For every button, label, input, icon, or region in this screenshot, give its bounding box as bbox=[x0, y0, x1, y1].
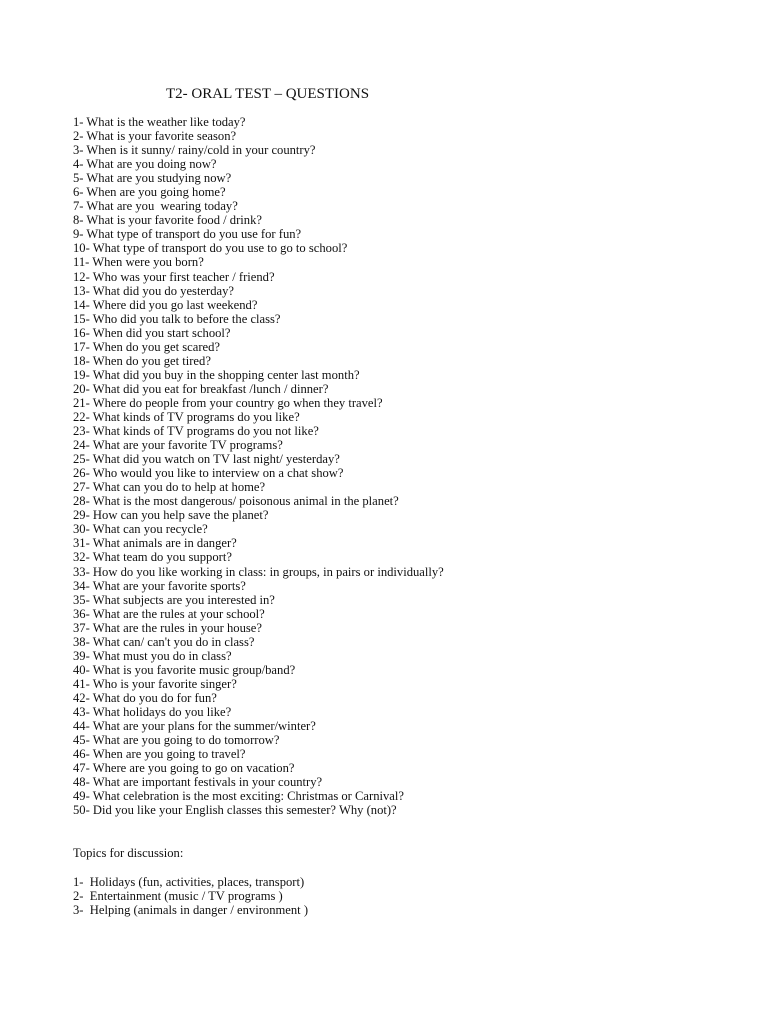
question-item: 25- What did you watch on TV last night/ yesterday? bbox=[73, 452, 340, 467]
question-item: 35- What subjects are you interested in? bbox=[73, 592, 275, 607]
question-item: 3- When is it sunny/ rainy/cold in your country? bbox=[73, 143, 316, 158]
question-item: 41- Who is your favorite singer? bbox=[73, 676, 237, 691]
question-item: 6- When are you going home? bbox=[73, 185, 226, 200]
question-item: 16- When did you start school? bbox=[73, 325, 231, 340]
question-item: 20- What did you eat for breakfast /lunch / dinner? bbox=[73, 381, 329, 396]
question-item: 28- What is the most dangerous/ poisonous animal in the planet? bbox=[73, 494, 399, 509]
question-item: 14- Where did you go last weekend? bbox=[73, 297, 258, 312]
question-item: 39- What must you do in class? bbox=[73, 648, 232, 663]
question-item: 13- What did you do yesterday? bbox=[73, 283, 234, 298]
question-item: 47- Where are you going to go on vacation? bbox=[73, 761, 295, 776]
question-item: 42- What do you do for fun? bbox=[73, 690, 217, 705]
question-item: 23- What kinds of TV programs do you not like? bbox=[73, 424, 319, 439]
question-item: 38- What can/ can't you do in class? bbox=[73, 634, 255, 649]
question-item: 46- When are you going to travel? bbox=[73, 747, 246, 762]
question-item: 18- When do you get tired? bbox=[73, 353, 211, 368]
question-item: 26- Who would you like to interview on a chat show? bbox=[73, 466, 344, 481]
question-list bbox=[73, 115, 444, 817]
question-item: 10- What type of transport do you use to go to school? bbox=[73, 241, 348, 256]
question-item: 5- What are you studying now? bbox=[73, 171, 232, 186]
question-item: 2- What is your favorite season? bbox=[73, 129, 237, 144]
question-item: 30- What can you recycle? bbox=[73, 522, 208, 537]
question-item: 8- What is your favorite food / drink? bbox=[73, 213, 262, 228]
question-item: 40- What is you favorite music group/band? bbox=[73, 662, 296, 677]
question-item: 9- What type of transport do you use for fun? bbox=[73, 227, 302, 242]
question-item: 44- What are your plans for the summer/winter? bbox=[73, 719, 316, 734]
document-title: T2- ORAL TEST – QUESTIONS bbox=[166, 86, 370, 102]
topic-item: 3- Helping (animals in danger / environment ) bbox=[73, 903, 309, 918]
question-item: 19- What did you buy in the shopping center last month? bbox=[73, 367, 360, 382]
question-item: 31- What animals are in danger? bbox=[73, 536, 237, 551]
question-item: 17- When do you get scared? bbox=[73, 339, 220, 354]
question-item: 29- How can you help save the planet? bbox=[73, 508, 269, 523]
question-item: 12- Who was your first teacher / friend? bbox=[73, 269, 275, 284]
question-item: 32- What team do you support? bbox=[73, 550, 232, 565]
question-item: 45- What are you going to do tomorrow? bbox=[73, 733, 280, 748]
topic-list bbox=[73, 875, 308, 917]
question-item: 11- When were you born? bbox=[73, 255, 204, 270]
question-item: 15- Who did you talk to before the class? bbox=[73, 311, 281, 326]
question-item: 37- What are the rules in your house? bbox=[73, 620, 262, 635]
question-item: 49- What celebration is the most exciting: Christmas or Carnival? bbox=[73, 789, 404, 804]
topic-item: 1- Holidays (fun, activities, places, transport) bbox=[73, 875, 305, 889]
question-item: 21- Where do people from your country go when they travel? bbox=[73, 395, 383, 410]
question-item: 22- What kinds of TV programs do you like? bbox=[73, 409, 300, 424]
question-item: 7- What are you wearing today? bbox=[73, 199, 238, 214]
question-item: 4- What are you doing now? bbox=[73, 157, 217, 172]
question-item: 24- What are your favorite TV programs? bbox=[73, 438, 283, 453]
question-item: 33- How do you like working in class: in groups, in pairs or individually? bbox=[73, 564, 444, 579]
question-item: 50- Did you like your English classes this semester? Why (not)? bbox=[73, 803, 397, 818]
question-item: 36- What are the rules at your school? bbox=[73, 606, 265, 621]
topic-item: 2- Entertainment (music / TV programs ) bbox=[73, 889, 283, 904]
question-item: 43- What holidays do you like? bbox=[73, 704, 232, 719]
topics-heading: Topics for discussion: bbox=[73, 846, 184, 860]
question-item: 34- What are your favorite sports? bbox=[73, 578, 246, 593]
question-item: 27- What can you do to help at home? bbox=[73, 480, 266, 495]
question-item: 1- What is the weather like today? bbox=[73, 115, 246, 129]
question-item: 48- What are important festivals in your country? bbox=[73, 775, 323, 790]
